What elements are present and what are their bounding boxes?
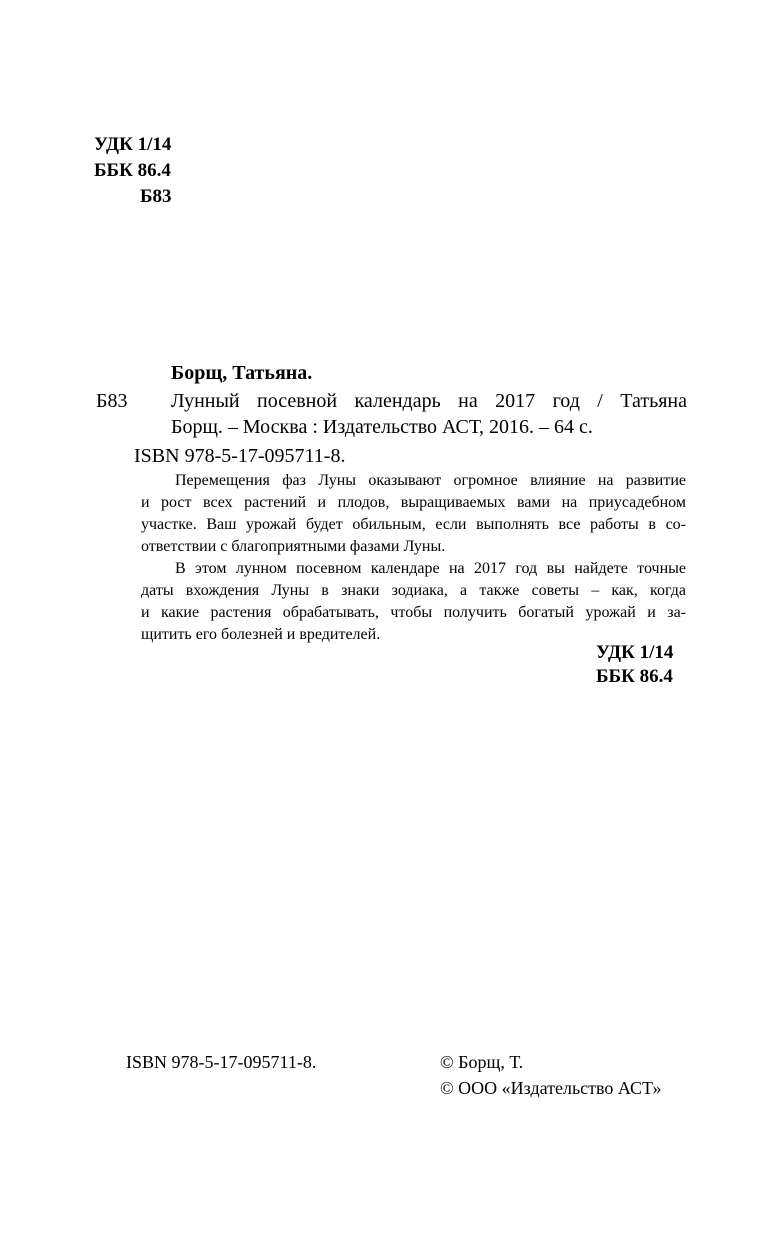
isbn-record: ISBN 978-5-17-095711-8. [134, 445, 346, 467]
annotation-paragraph-2 [141, 558, 686, 646]
annotation-line: ответствии с благоприятными фазами Луны. [141, 538, 446, 555]
annotation-line: щитить его болезней и вредителей. [141, 626, 381, 643]
annotation-line: и рост всех растений и плодов, выращиваемых вами на приусадебном [141, 494, 686, 511]
udk-code-top: УДК 1/14 [94, 134, 172, 155]
copyright-publisher: © ООО «Издательство АСТ» [440, 1078, 662, 1098]
bibliographic-description-line-2: Борщ. – Москва : Издательство АСТ, 2016. – 64 с. [171, 416, 593, 438]
bbk-code-bottom: ББК 86.4 [596, 666, 673, 687]
isbn-footer: ISBN 978-5-17-095711-8. [126, 1052, 317, 1072]
author-heading: Борщ, Татьяна. [171, 362, 313, 384]
annotation-line: В этом лунном посевном календаре на 2017 год вы найдете точные [175, 560, 686, 577]
author-mark: Б83 [96, 390, 128, 412]
copyright-author: © Борщ, Т. [440, 1052, 524, 1072]
udk-code-bottom: УДК 1/14 [596, 642, 674, 663]
annotation-line: и какие растения обрабатывать, чтобы получить богатый урожай и за- [141, 604, 686, 621]
annotation-paragraph-1 [141, 470, 686, 558]
annotation-line: Перемещения фаз Луны оказывают огромное влияние на развитие [175, 472, 686, 489]
bbk-code-top: ББК 86.4 [94, 160, 171, 181]
annotation-line: даты вхождения Луны в знаки зодиака, а также советы – как, когда [141, 582, 686, 599]
author-mark-top: Б83 [140, 186, 172, 207]
bibliographic-description-line-1: Лунный посевной календарь на 2017 год / Татьяна [171, 390, 687, 412]
annotation-line: участке. Ваш урожай будет обильным, если выполнять все работы в со- [141, 516, 686, 533]
